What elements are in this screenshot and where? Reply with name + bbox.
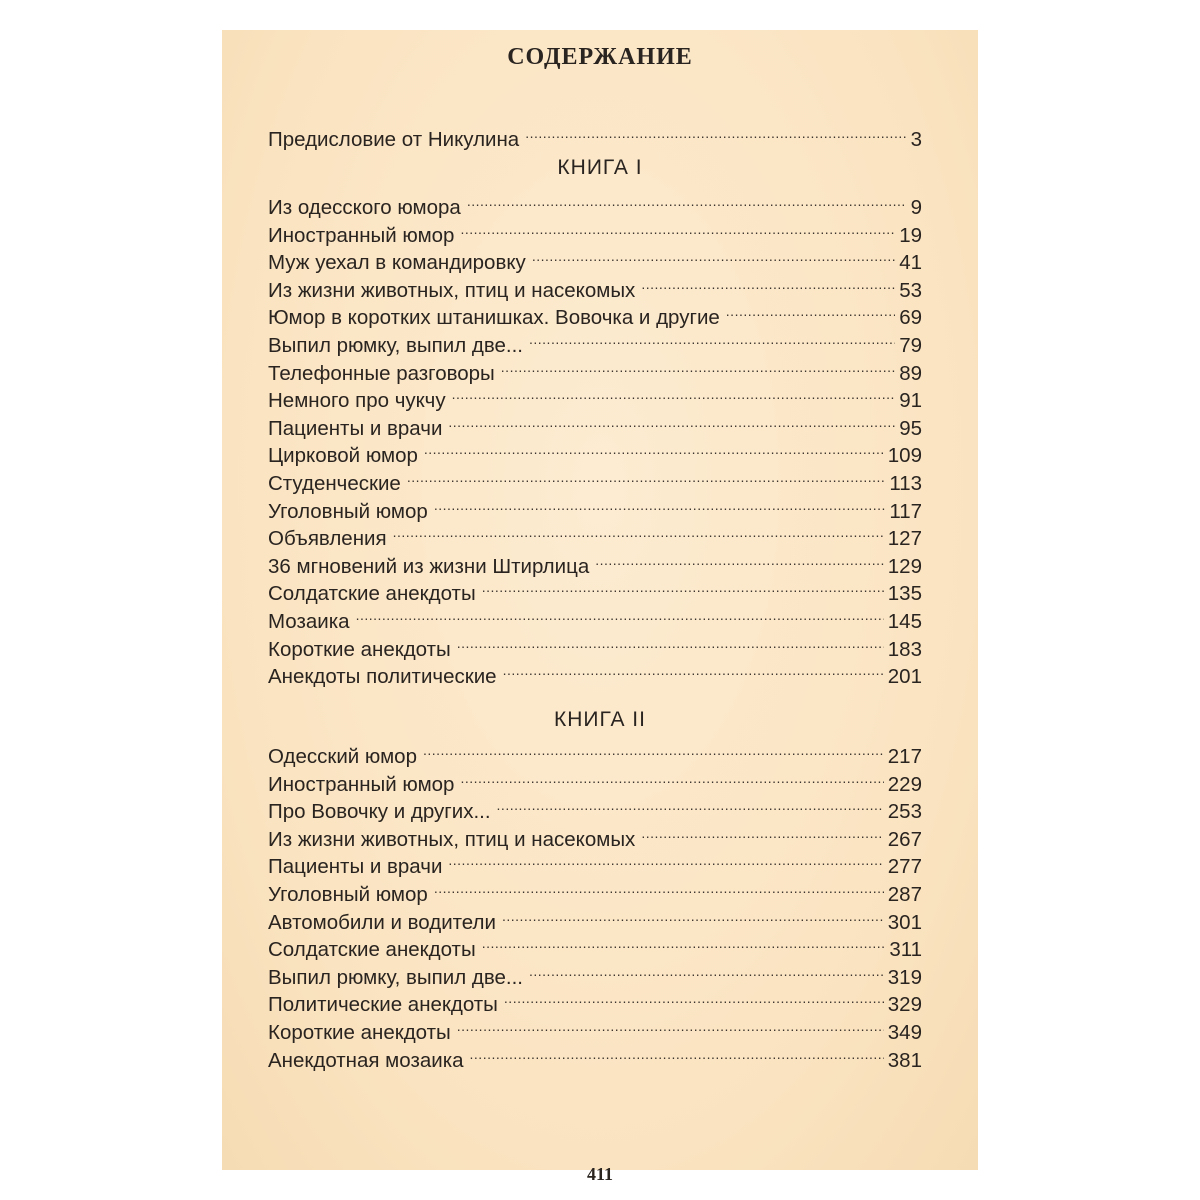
dot-leader bbox=[457, 626, 884, 656]
toc-entry-page: 277 bbox=[887, 855, 922, 879]
toc-entry-label: Иностранный юмор bbox=[268, 772, 455, 796]
toc-entry-page: 183 bbox=[887, 637, 922, 661]
toc-entry-page: 109 bbox=[887, 444, 922, 468]
toc-entry bbox=[268, 543, 922, 578]
toc-entry bbox=[268, 515, 922, 551]
dot-leader bbox=[393, 515, 884, 545]
dot-leader bbox=[423, 733, 884, 763]
toc-entry-page: 217 bbox=[887, 745, 922, 768]
toc-entry-page: 329 bbox=[887, 993, 922, 1017]
dot-leader bbox=[502, 899, 884, 929]
dot-leader bbox=[457, 1009, 884, 1039]
toc-entry-page: 3 bbox=[910, 128, 922, 151]
dot-leader bbox=[595, 543, 884, 573]
page-title: СОДЕРЖАНИЕ bbox=[507, 44, 693, 70]
toc-entry-page: 19 bbox=[899, 223, 922, 247]
toc-entry bbox=[268, 322, 922, 357]
toc-entry-page: 349 bbox=[887, 1021, 922, 1044]
toc-entry bbox=[268, 294, 922, 330]
toc-entry-page: 319 bbox=[887, 965, 922, 989]
toc-entry-page: 95 bbox=[899, 416, 922, 440]
toc-entry-label: 36 мгновений из жизни Штирлица bbox=[268, 554, 590, 578]
toc-entry-label: Предисловие от Никулина bbox=[268, 128, 520, 151]
toc-entry-label: Политические анекдоты bbox=[268, 993, 498, 1017]
book-page bbox=[222, 30, 978, 1184]
toc-entry-label: Уголовный юмор bbox=[268, 883, 428, 906]
toc-entry-label: Из жизни животных, птиц и насекомых bbox=[268, 278, 636, 302]
page-number: 411 bbox=[586, 1164, 613, 1184]
toc-entry-label: Немного про чукчу bbox=[268, 389, 446, 413]
toc-entry-page: 301 bbox=[887, 910, 922, 934]
toc-entry bbox=[268, 212, 922, 247]
toc-entry-label: Пациенты и врачи bbox=[268, 416, 443, 440]
toc-entry-page: 53 bbox=[899, 278, 922, 302]
dot-leader bbox=[460, 761, 883, 791]
toc-entry-page: 311 bbox=[889, 938, 922, 962]
dot-leader bbox=[504, 981, 884, 1011]
dot-leader bbox=[407, 460, 885, 490]
dot-leader bbox=[470, 1037, 884, 1067]
dot-leader bbox=[503, 653, 884, 683]
toc-entry-label: Пациенты и врачи bbox=[268, 855, 443, 879]
toc-entry-page: 117 bbox=[889, 499, 922, 523]
toc-entry-label: Солдатские анекдоты bbox=[268, 938, 476, 962]
toc-entry-page: 229 bbox=[887, 772, 922, 796]
dot-leader bbox=[448, 843, 883, 873]
toc-entry bbox=[268, 570, 922, 606]
toc-entry bbox=[268, 267, 922, 302]
toc-entry-label: Объявления bbox=[268, 527, 387, 551]
dot-leader bbox=[525, 116, 906, 146]
toc-entry bbox=[268, 788, 922, 824]
dot-leader bbox=[501, 350, 895, 380]
toc-entry-page: 91 bbox=[899, 389, 922, 413]
toc-entry-label: Из одесского юмора bbox=[268, 196, 461, 219]
toc-entry bbox=[268, 432, 922, 468]
toc-entry-label: Анекдотная мозаика bbox=[268, 1048, 464, 1072]
toc-entry bbox=[268, 733, 922, 768]
dot-leader bbox=[529, 322, 895, 352]
toc-entry bbox=[268, 1037, 922, 1072]
toc-entry bbox=[268, 377, 922, 413]
toc-entry-page: 129 bbox=[887, 554, 922, 578]
toc-entry bbox=[268, 598, 922, 633]
dot-leader bbox=[529, 954, 884, 984]
toc-entry-page: 201 bbox=[887, 665, 922, 689]
toc-entry bbox=[268, 899, 922, 934]
dot-leader bbox=[452, 377, 896, 407]
toc-entry-page: 79 bbox=[899, 334, 922, 357]
toc-entry bbox=[268, 1009, 922, 1044]
toc-entry-label: Автомобили и водители bbox=[268, 910, 496, 934]
toc-entry-label: Мозаика bbox=[268, 610, 350, 633]
dot-leader bbox=[641, 816, 883, 846]
toc-entry-label: Анекдоты политические bbox=[268, 665, 497, 689]
toc-entry-label: Солдатские анекдоты bbox=[268, 582, 476, 606]
toc-entry-page: 145 bbox=[887, 610, 922, 633]
toc-entry-label: Одесский юмор bbox=[268, 745, 417, 768]
toc-entry-label: Телефонные разговоры bbox=[268, 361, 495, 385]
dot-leader bbox=[356, 598, 884, 628]
dot-leader bbox=[467, 184, 907, 214]
dot-leader bbox=[448, 405, 895, 435]
toc-entry bbox=[268, 184, 922, 219]
toc-entry-label: Иностранный юмор bbox=[268, 223, 455, 247]
dot-leader bbox=[726, 294, 895, 324]
book-2-heading: КНИГА II bbox=[554, 708, 646, 731]
toc-entry-label: Юмор в коротких штанишках. Вовочка и другие bbox=[268, 306, 720, 330]
dot-leader bbox=[434, 871, 884, 901]
toc-entry-page: 89 bbox=[899, 361, 922, 385]
toc-entry-label: Уголовный юмор bbox=[268, 499, 428, 523]
dot-leader bbox=[482, 926, 886, 956]
toc-entry bbox=[268, 761, 922, 796]
toc-entry-page: 381 bbox=[887, 1048, 922, 1072]
toc-entry bbox=[268, 460, 922, 495]
dot-leader bbox=[641, 267, 895, 297]
toc-entry-page: 127 bbox=[887, 527, 922, 551]
toc-entry-page: 113 bbox=[889, 472, 922, 495]
toc-entry-label: Студенческие bbox=[268, 472, 401, 495]
toc-entry bbox=[268, 350, 922, 385]
toc-entry-page: 253 bbox=[887, 800, 922, 824]
dot-leader bbox=[460, 212, 895, 242]
toc-entry-label: Выпил рюмку, выпил две... bbox=[268, 334, 523, 357]
dot-leader bbox=[532, 239, 895, 269]
toc-entry bbox=[268, 239, 922, 275]
toc-entry bbox=[268, 871, 922, 906]
toc-entry bbox=[268, 626, 922, 661]
toc-entry bbox=[268, 488, 922, 523]
toc-entry bbox=[268, 405, 922, 440]
toc-entry bbox=[268, 926, 922, 962]
toc-entry-page: 287 bbox=[887, 883, 922, 906]
toc-entry-label: Цирковой юмор bbox=[268, 444, 418, 468]
dot-leader bbox=[482, 570, 884, 600]
dot-leader bbox=[434, 488, 886, 518]
toc-entry bbox=[268, 816, 922, 851]
toc-entry-label: Про Вовочку и других... bbox=[268, 800, 491, 824]
toc-entry bbox=[268, 954, 922, 989]
toc-entry-page: 41 bbox=[899, 251, 922, 275]
toc-entry-label: Короткие анекдоты bbox=[268, 637, 451, 661]
dot-leader bbox=[424, 432, 884, 462]
toc-entry-page: 69 bbox=[899, 306, 922, 330]
toc-entry-label: Выпил рюмку, выпил две... bbox=[268, 965, 523, 989]
toc-entry-preface bbox=[268, 116, 922, 151]
toc-entry-page: 135 bbox=[887, 582, 922, 606]
toc-entry-page: 267 bbox=[887, 827, 922, 851]
book-1-heading: КНИГА I bbox=[557, 156, 643, 179]
toc-entry bbox=[268, 981, 922, 1017]
toc-entry-page: 9 bbox=[910, 196, 922, 219]
dot-leader bbox=[497, 788, 884, 818]
toc-entry-label: Короткие анекдоты bbox=[268, 1021, 451, 1044]
toc-entry bbox=[268, 653, 922, 689]
toc-entry bbox=[268, 843, 922, 879]
toc-entry-label: Муж уехал в командировку bbox=[268, 251, 526, 275]
toc-entry-label: Из жизни животных, птиц и насекомых bbox=[268, 827, 636, 851]
